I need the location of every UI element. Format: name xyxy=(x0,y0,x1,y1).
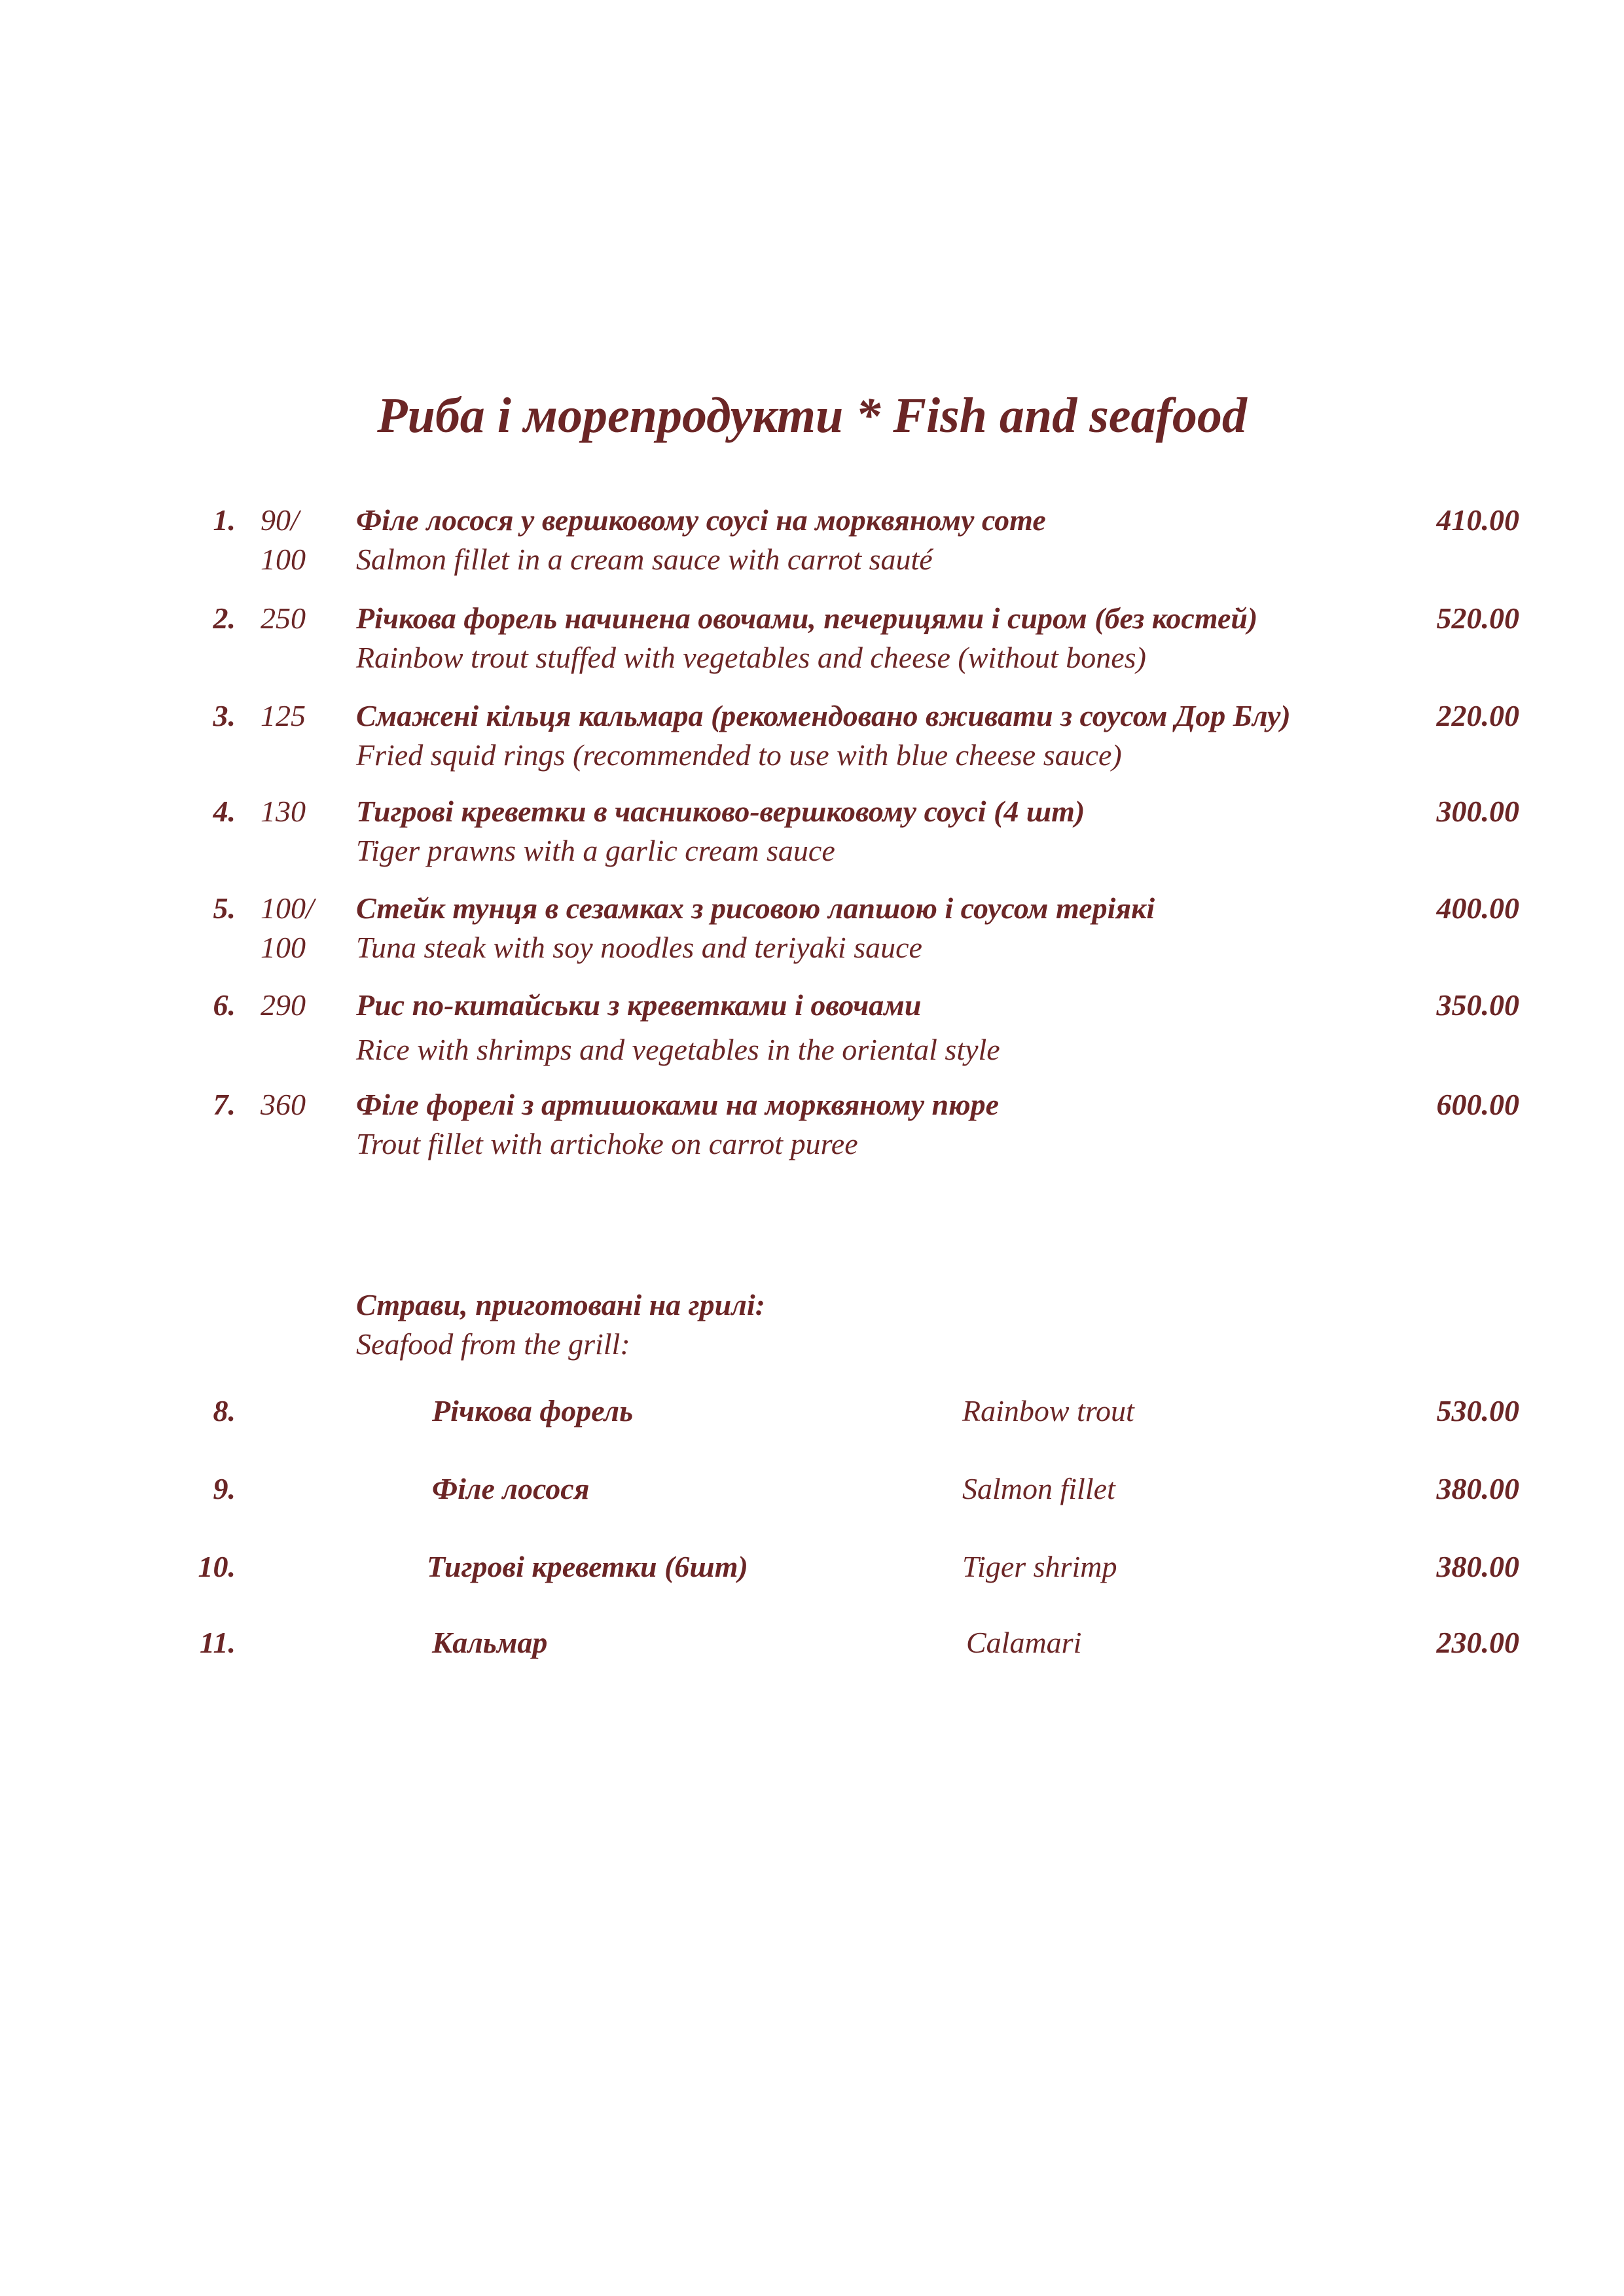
item-weight: 100/ 100 xyxy=(261,891,314,964)
item-price: 380.00 xyxy=(1436,1472,1519,1505)
grill-item xyxy=(0,1469,1624,1509)
item-name-english: Rainbow trout xyxy=(962,1394,1134,1427)
item-name-ukrainian: Кальмар xyxy=(432,1626,548,1659)
item-number: 11. xyxy=(200,1626,236,1659)
item-name-english: Tiger shrimp xyxy=(962,1550,1117,1583)
item-number: 10. xyxy=(198,1550,236,1583)
item-weight: 125 xyxy=(261,699,306,732)
item-name-ukrainian: Рис по-китайськи з креветками і овочами xyxy=(356,988,922,1022)
item-number: 2. xyxy=(213,601,236,635)
item-weight: 360 xyxy=(261,1088,306,1121)
item-number: 6. xyxy=(213,988,236,1022)
grill-section-heading xyxy=(356,1285,765,1364)
item-price: 520.00 xyxy=(1436,601,1519,635)
item-price: 400.00 xyxy=(1436,891,1519,925)
item-name-ukrainian: Річкова форель начинена овочами, печерицями і сиром (без костей) xyxy=(356,601,1258,635)
grill-heading-ukrainian: Страви, приготовані на грилі: xyxy=(356,1288,765,1321)
item-name-ukrainian: Філе форелі з артишоками на морквяному пюре xyxy=(356,1088,1000,1121)
item-price: 530.00 xyxy=(1436,1394,1519,1427)
grill-heading-english: Seafood from the grill: xyxy=(356,1327,630,1361)
grill-item xyxy=(0,1623,1624,1662)
item-name-english: Salmon fillet in a cream sauce with carrot sauté xyxy=(356,543,933,576)
item-number: 8. xyxy=(213,1394,236,1427)
item-number: 9. xyxy=(213,1472,236,1505)
menu-item xyxy=(0,889,1624,974)
item-name-ukrainian: Стейк тунця в сезамках з рисовою лапшою і соусом теріякі xyxy=(356,891,1155,925)
item-name-english: Tuna steak with soy noodles and teriyaki sauce xyxy=(356,931,922,964)
menu-item xyxy=(0,792,1624,877)
item-name-english: Tiger prawns with a garlic cream sauce xyxy=(356,834,835,867)
item-price: 410.00 xyxy=(1436,503,1519,537)
item-name-english: Rainbow trout stuffed with vegetables and cheese (without bones) xyxy=(356,641,1146,674)
item-number: 3. xyxy=(213,699,236,732)
grill-item xyxy=(0,1547,1624,1587)
item-weight: 290 xyxy=(261,988,306,1022)
page-title: Риба і морепродукти * Fish and seafood xyxy=(377,388,1247,443)
item-number: 5. xyxy=(213,891,236,925)
item-number: 1. xyxy=(213,503,236,537)
item-name-english: Calamari xyxy=(966,1626,1082,1659)
item-price: 600.00 xyxy=(1436,1088,1519,1121)
item-price: 300.00 xyxy=(1436,795,1519,828)
item-name-ukrainian: Тигрові креветки (6шт) xyxy=(427,1550,748,1583)
item-name-ukrainian: Річкова форель xyxy=(432,1394,634,1427)
item-price: 230.00 xyxy=(1436,1626,1519,1659)
grill-item xyxy=(0,1391,1624,1431)
item-number: 7. xyxy=(213,1088,236,1121)
item-weight: 90/ 100 xyxy=(261,503,306,576)
menu-item xyxy=(0,986,1624,1071)
item-name-ukrainian: Філе лосося xyxy=(432,1472,590,1505)
item-price: 380.00 xyxy=(1436,1550,1519,1583)
item-name-english: Trout fillet with artichoke on carrot puree xyxy=(356,1127,858,1160)
item-weight: 250 xyxy=(261,601,306,635)
item-name-ukrainian: Філе лосося у вершковому соусі на морквяному соте xyxy=(356,503,1046,537)
item-weight: 130 xyxy=(261,795,306,828)
item-number: 4. xyxy=(213,795,236,828)
menu-item xyxy=(0,501,1624,586)
item-price: 350.00 xyxy=(1436,988,1519,1022)
menu-item xyxy=(0,599,1624,684)
item-price: 220.00 xyxy=(1436,699,1519,732)
menu-item xyxy=(0,1085,1624,1170)
item-name-english: Salmon fillet xyxy=(962,1472,1115,1505)
item-name-english: Rice with shrimps and vegetables in the oriental style xyxy=(356,1033,1000,1066)
menu-item xyxy=(0,696,1624,781)
item-name-english: Fried squid rings (recommended to use with blue cheese sauce) xyxy=(356,738,1122,772)
item-name-ukrainian: Тигрові креветки в часниково-вершковому соусі (4 шт) xyxy=(356,795,1085,828)
item-name-ukrainian: Смажені кільця кальмара (рекомендовано вживати з соусом Дор Блу) xyxy=(356,699,1291,732)
